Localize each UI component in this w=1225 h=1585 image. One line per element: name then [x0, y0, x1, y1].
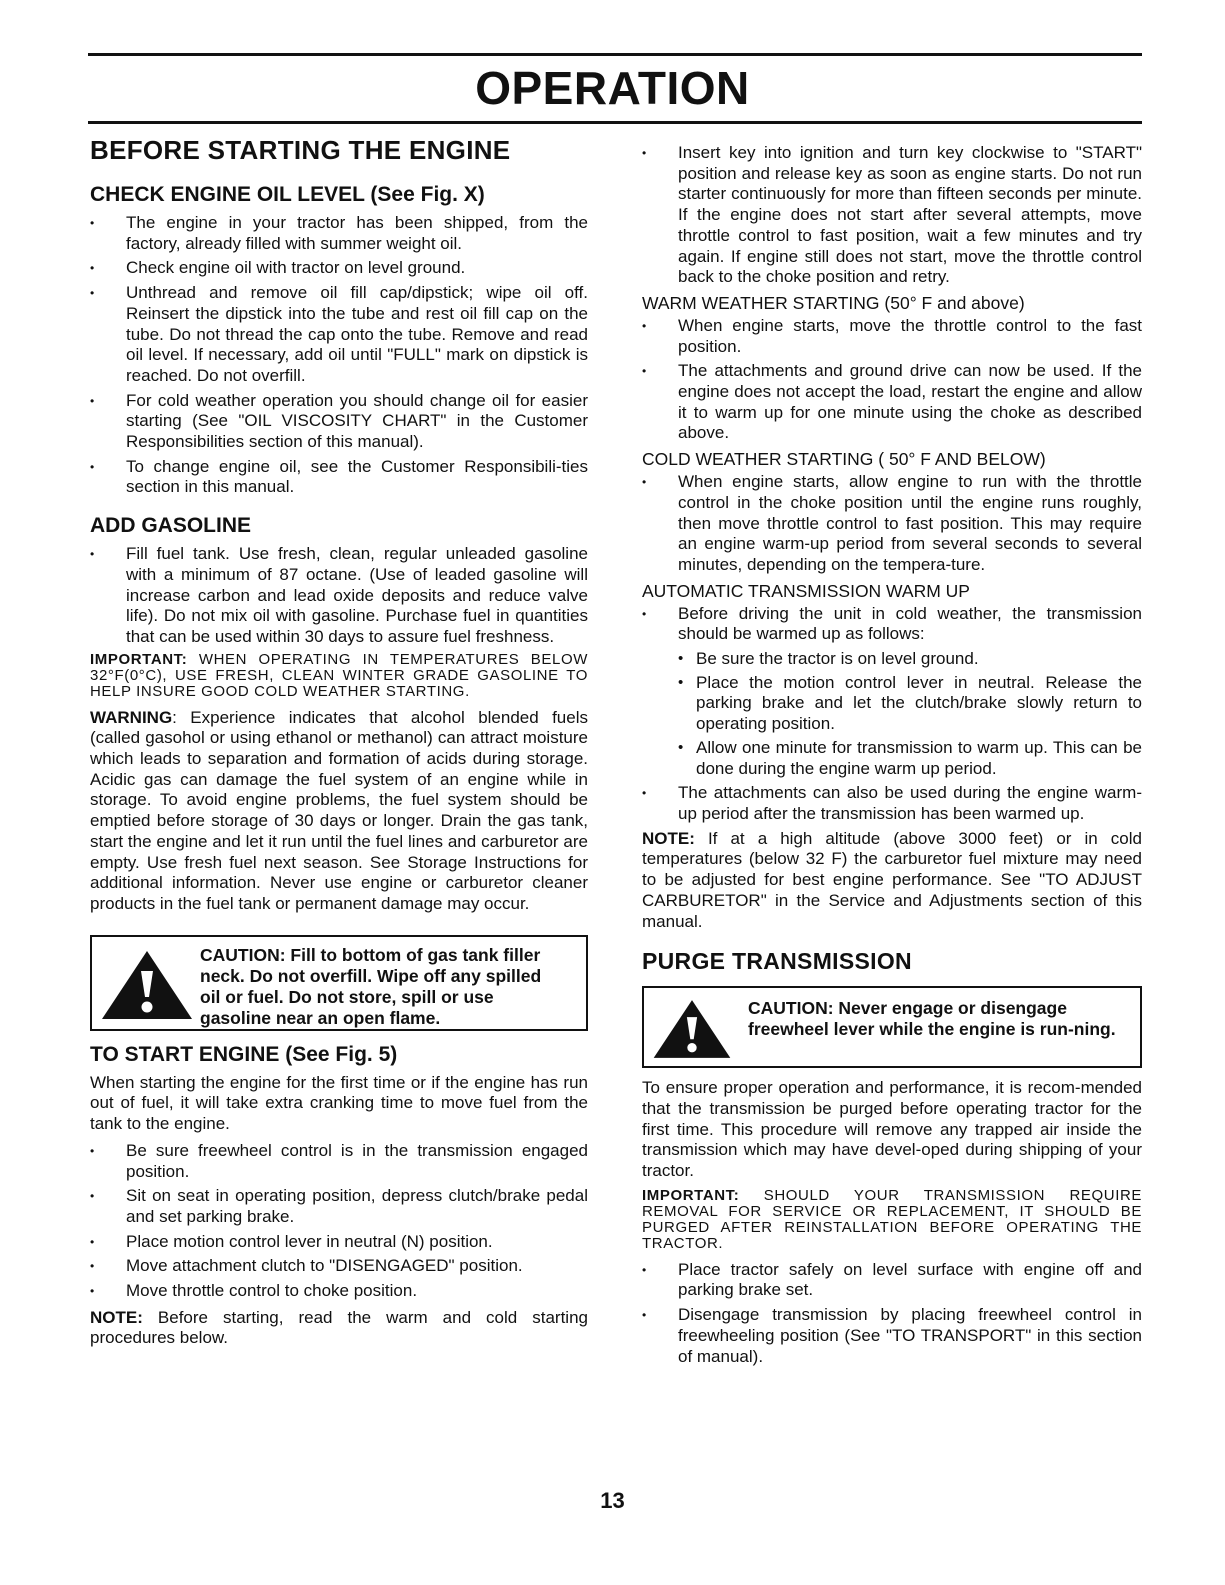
section-heading-before-starting: BEFORE STARTING THE ENGINE — [90, 135, 511, 165]
start-intro: When starting the engine for the first time or if the engine has run out of fuel, it will take extra cranking time to move fuel from the tank to the engine. — [90, 1072, 588, 1134]
list-item: • Sit on seat in operating position, depress clutch/brake pedal and set parking brake. — [90, 1186, 588, 1227]
subheading-check-oil: CHECK ENGINE OIL LEVEL (See Fig. X) — [90, 183, 485, 206]
note-text: If at a high altitude (above 3000 feet) or in cold temperatures (below 32 F) the carburetor fuel mixture may need to be adjusted for best engine performance. See "TO ADJUST CARBURETOR" in the Service and Adjustments section of this manual. — [642, 828, 1142, 931]
list-item: • Place tractor safely on level surface with engine off and parking brake set. — [642, 1260, 1142, 1301]
list-item: • When engine starts, allow engine to run with the throttle control in the choke position until the engine runs roughly, then move throttle control to fast position. This may require an engine warm-up period from several seconds to several minutes, depending on the tempera-ture. — [642, 472, 1142, 576]
warning-triangle-icon — [652, 998, 732, 1060]
list-item: • Be sure the tractor is on level ground. — [642, 649, 1142, 670]
list-item: • Place motion control lever in neutral (N) position. — [90, 1232, 588, 1253]
list-item: • The engine in your tractor has been shipped, from the factory, already filled with summer weight oil. — [90, 213, 588, 254]
page-title: OPERATION — [475, 62, 750, 114]
important-note — [90, 652, 588, 700]
header-rule-bottom — [88, 121, 1142, 124]
list-item: • To change engine oil, see the Customer Responsibili-ties section in this manual. — [90, 457, 588, 498]
auto-transmission-heading: AUTOMATIC TRANSMISSION WARM UP — [642, 580, 970, 601]
auto-substeps-list — [642, 649, 1142, 779]
oil-steps-list — [90, 213, 588, 498]
list-item: • The attachments and ground drive can now be used. If the engine does not accept the load, restart the engine and allow it to warm up for one minute using the choke as described above. — [642, 361, 1142, 444]
header-rule-top — [88, 53, 1142, 56]
caution-box — [90, 935, 588, 1031]
caution-box — [642, 986, 1142, 1068]
warning-label: WARNING — [90, 707, 173, 727]
note-paragraph — [90, 1308, 588, 1349]
caution-text: CAUTION: Never engage or disengage freewheel lever while the engine is run-ning. — [748, 998, 1116, 1040]
key-step-list — [642, 143, 1142, 288]
note-label: NOTE: — [642, 828, 695, 848]
note-paragraph — [642, 829, 1142, 933]
warm-steps-list — [642, 316, 1142, 444]
list-item: • Disengage transmission by placing freewheel control in freewheeling position (See "TO TRANSPORT" in this section of manual). — [642, 1305, 1142, 1367]
warning-text: : Experience indicates that alcohol blended fuels (called gasohol or using ethanol or methanol) can attract moisture which leads to separation and formation of acids during storage. Acidic gas can damage the fuel system of an engine while in storage. To avoid engine problems, the fuel system should be emptied before storage of 30 days or longer. Drain the gas tank, start the engine and let it run until the fuel lines and carburetor are empty. Use fresh fuel next season. See Storage Instructions for additional information. Never use engine or carburetor cleaner products in the fuel tank or permanent damage may occur. — [90, 707, 588, 913]
warning-paragraph — [90, 708, 588, 915]
auto-steps-list — [642, 604, 1142, 645]
list-item: • For cold weather operation you should change oil for easier starting (See "OIL VISCOSITY CHART" in the Customer Responsibilities section of this manual). — [90, 391, 588, 453]
subheading-start-engine: TO START ENGINE (See Fig. 5) — [90, 1042, 398, 1066]
list-item: • Allow one minute for transmission to warm up. This can be done during the engine warm up period. — [642, 738, 1142, 779]
list-item: • Insert key into ignition and turn key clockwise to "START" position and release key as soon as engine starts. Do not run starter continuously for more than fifteen seconds per minute. If the engine does not start after several attempts, move throttle control to fast position, wait a few minutes and try again. If engine still does not start, move the throttle control back to the choke position and retry. — [642, 143, 1142, 288]
auto-steps-list-2 — [642, 783, 1142, 824]
important-label: IMPORTANT: — [642, 1186, 740, 1204]
subheading-add-gasoline: ADD GASOLINE — [90, 514, 252, 538]
warning-triangle-icon — [100, 949, 194, 1021]
warm-weather-heading: WARM WEATHER STARTING (50° F and above) — [642, 292, 1025, 313]
list-item: • When engine starts, move the throttle control to the fast position. — [642, 316, 1142, 357]
gas-steps-list — [90, 544, 588, 648]
list-item: • Move throttle control to choke position. — [90, 1281, 588, 1302]
cold-weather-heading: COLD WEATHER STARTING ( 50° F AND BELOW) — [642, 449, 1046, 470]
purge-intro: To ensure proper operation and performance, it is recom-mended that the transmission be purged before operating tractor for the first time. This procedure will remove any trapped air inside the transmission which may have devel-oped during shipping of your tractor. — [642, 1078, 1142, 1181]
list-item: • Move attachment clutch to "DISENGAGED" position. — [90, 1256, 588, 1277]
page-number: 13 — [600, 1488, 625, 1513]
list-item: • Before driving the unit in cold weather, the transmission should be warmed up as follows: — [642, 604, 1142, 645]
list-item: • Fill fuel tank. Use fresh, clean, regular unleaded gasoline with a minimum of 87 octane. (Use of leaded gasoline will increase carbon and lead oxide deposits and reduce valve life). Do not mix oil with gasoline. Purchase fuel in quantities that can be used within 30 days to assure fuel freshness. — [90, 544, 588, 648]
start-steps-list — [90, 1141, 588, 1302]
note-label: NOTE: — [90, 1307, 143, 1327]
list-item: • The attachments can also be used during the engine warm-up period after the transmission has been warmed up. — [642, 783, 1142, 824]
list-item: • Place the motion control lever in neutral. Release the parking brake and let the clutch/brake slowly return to operating position. — [642, 673, 1142, 735]
important-label: IMPORTANT: — [90, 650, 188, 668]
caution-text: CAUTION: Fill to bottom of gas tank filler neck. Do not overfill. Wipe off any spilled oil or fuel. Do not store, spill or use gasoline near an open flame. — [200, 944, 542, 1028]
note-text: Before starting, read the warm and cold starting procedures below. — [90, 1307, 588, 1348]
list-item: • Be sure freewheel control is in the transmission engaged position. — [90, 1141, 588, 1182]
important-text: SHOULD YOUR TRANSMISSION REQUIRE REMOVAL FOR SERVICE OR REPLACEMENT, IT SHOULD BE PURGED AFTER REINSTALLATION BEFORE OPERATING THE TRACTOR. — [642, 1186, 1142, 1252]
list-item: • Unthread and remove oil fill cap/dipstick; wipe oil off. Reinsert the dipstick into the tube and rest oil fill cap on the tube. Do not thread the cap onto the tube. Remove and read oil level. If necessary, add oil until "FULL" mark on dipstick is reached. Do not overfill. — [90, 283, 588, 387]
cold-steps-list — [642, 472, 1142, 576]
list-item: • Check engine oil with tractor on level ground. — [90, 258, 588, 279]
purge-steps-list — [642, 1260, 1142, 1368]
right-column — [642, 143, 1142, 1371]
important-text: WHEN OPERATING IN TEMPERATURES BELOW 32°F(0°C), USE FRESH, CLEAN WINTER GRADE GASOLINE TO HELP INSURE GOOD COLD WEATHER STARTING. — [90, 650, 588, 700]
left-column — [90, 133, 588, 1355]
important-note — [642, 1188, 1142, 1252]
section-heading-purge: PURGE TRANSMISSION — [642, 948, 912, 975]
